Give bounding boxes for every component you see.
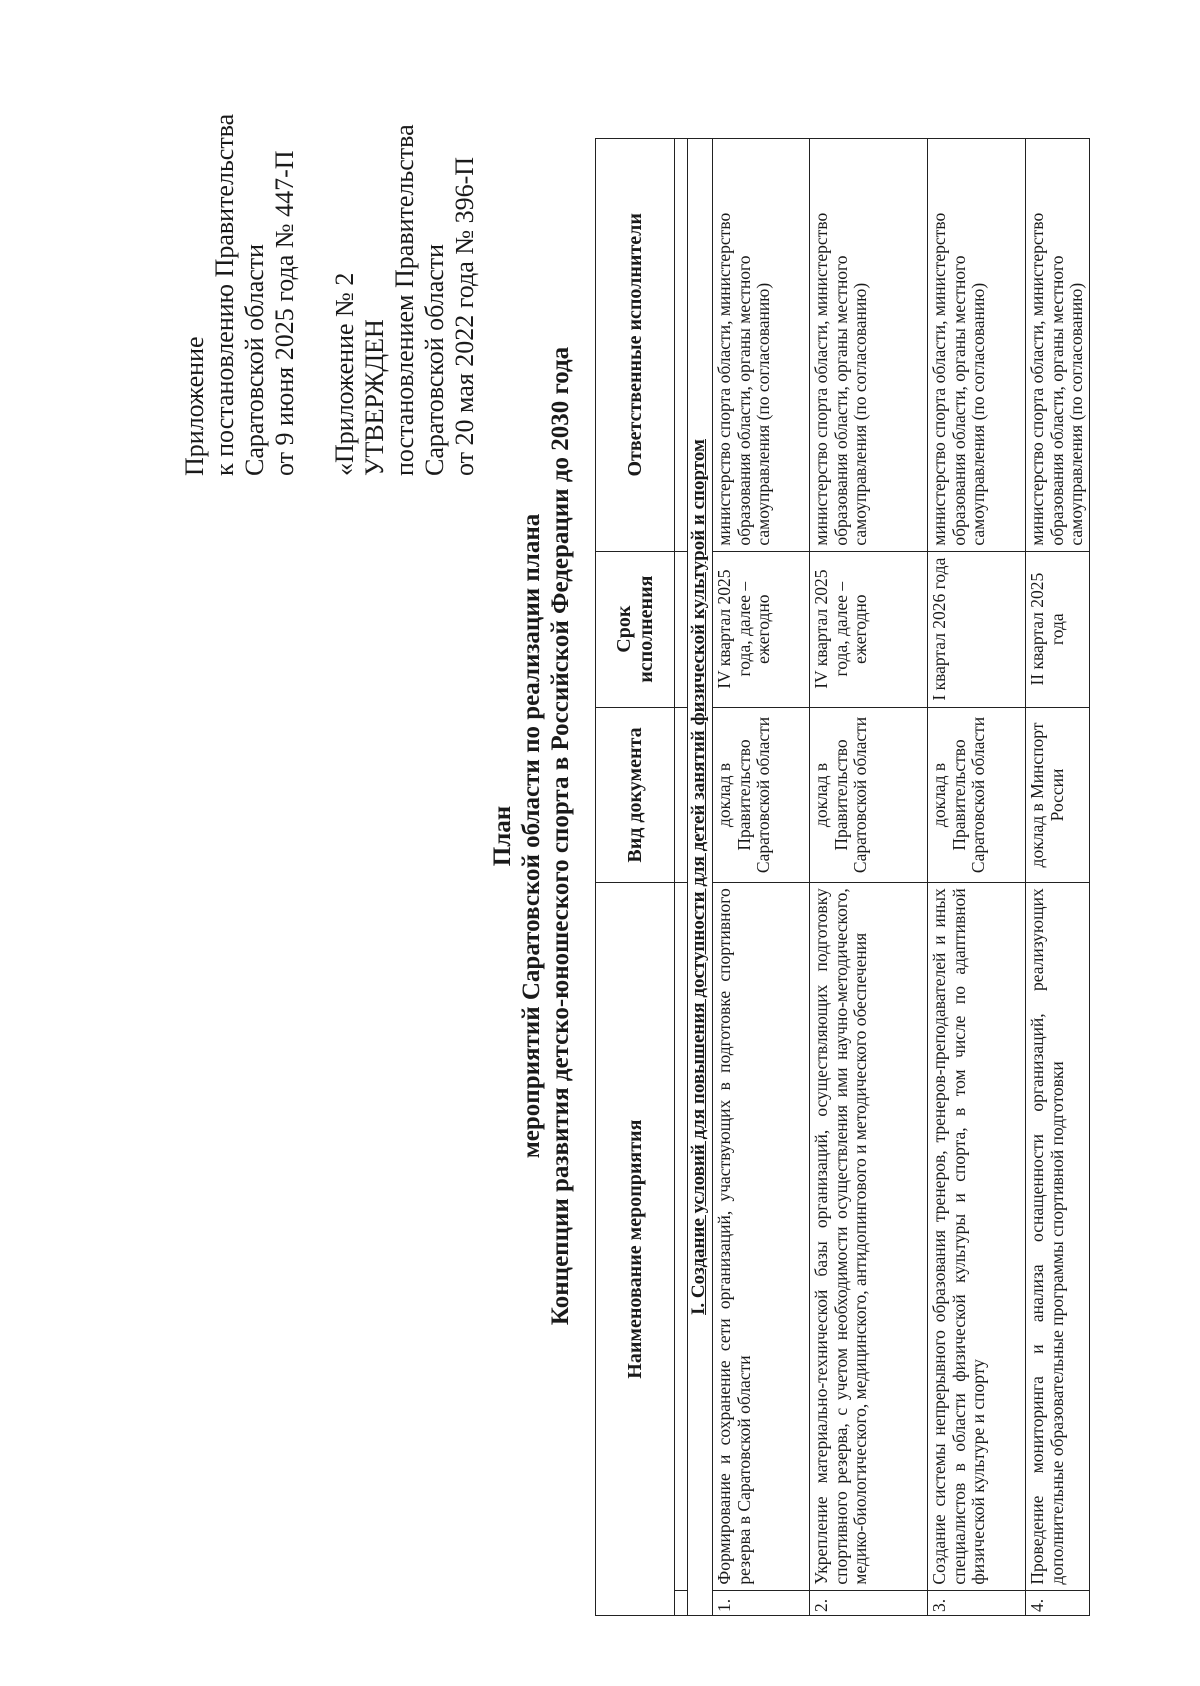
row-number: 4. [1026, 1590, 1090, 1615]
row-name: Проведение мониторинга и анализа оснащенности организаций, реализующих дополнительные образовательные программы спортивной подготовки [1026, 883, 1090, 1590]
appendix-line: Приложение [180, 336, 209, 476]
old-appendix-line: УТВЕРЖДЕН [360, 319, 389, 476]
section-row [688, 139, 713, 1616]
row-term: II квартал 2025 года [1026, 551, 1090, 707]
row-name: Создание системы непрерывного образования тренеров, тренеров-преподавателей и иных специалистов в области физической культуры и спорта, в том числе по адаптивной физической культуре и спорту [928, 883, 1026, 1590]
header-term: Срок исполнения [596, 551, 675, 707]
row-doc: доклад в Правительство Саратовской области [713, 707, 810, 883]
old-appendix-line: «Приложение № 2 [330, 272, 359, 476]
row-term: I квартал 2026 года [928, 551, 1026, 707]
row-resp: министерство спорта области, министерство образования области, органы местного самоуправления (по согласованию) [1026, 139, 1090, 552]
table-row [810, 139, 928, 1616]
row-term: IV квартал 2025 года, далее – ежегодно [810, 551, 928, 707]
row-resp: министерство спорта области, министерство образования области, органы местного самоуправления (по согласованию) [928, 139, 1026, 552]
document-title [488, 286, 575, 1386]
row-number: 3. [928, 1590, 1026, 1615]
plan-table [595, 138, 1090, 1616]
title-line: мероприятий Саратовской области по реализации плана [518, 513, 545, 1159]
appendix-line: от 9 июня 2025 года № 447-П [270, 150, 299, 476]
appendix-header [180, 36, 480, 476]
row-term: IV квартал 2025 года, далее – ежегодно [713, 551, 810, 707]
row-resp: министерство спорта области, министерство образования области, органы местного самоуправления (по согласованию) [810, 139, 928, 552]
header-resp: Ответственные исполнители [596, 139, 675, 552]
table-row [928, 139, 1026, 1616]
header-doc: Вид документа [596, 707, 675, 883]
row-name: Укрепление материально-технической базы организаций, осуществляющих подготовку спортивного резерва, с учетом необходимости осуществления ими научно-методического, медико-биологического, медицинского, антидопингового и методического обеспечения [810, 883, 928, 1590]
header-name: Наименование мероприятия [596, 883, 675, 1616]
appendix-line: к постановлению Правительства [210, 113, 239, 476]
row-doc: доклад в Правительство Саратовской области [810, 707, 928, 883]
row-name: Формирование и сохранение сети организаций, участвующих в подготовке спортивного резерва в Саратовской области [713, 883, 810, 1590]
row-resp: министерство спорта области, министерство образования области, органы местного самоуправления (по согласованию) [713, 139, 810, 552]
section-title: I. Создание условий для повышения доступности для детей занятий физической культурой и спортом [688, 139, 713, 1616]
table-header-row [596, 139, 675, 1616]
table-row [1026, 139, 1090, 1616]
table-spacer-row [675, 139, 688, 1616]
old-appendix-line: от 20 мая 2022 года № 396-П [450, 156, 479, 476]
table-row [713, 139, 810, 1616]
row-doc: доклад в Минспорт России [1026, 707, 1090, 883]
old-appendix-line: постановлением Правительства [390, 124, 419, 476]
appendix-line: Саратовской области [240, 243, 269, 476]
title-line: Концепции развития детско-юношеского спорта в Российской Федерации до 2030 года [547, 346, 574, 1326]
title-line: План [489, 805, 516, 867]
row-doc: доклад в Правительство Саратовской области [928, 707, 1026, 883]
old-appendix-line: Саратовской области [420, 243, 449, 476]
row-number: 1. [713, 1590, 810, 1615]
row-number: 2. [810, 1590, 928, 1615]
